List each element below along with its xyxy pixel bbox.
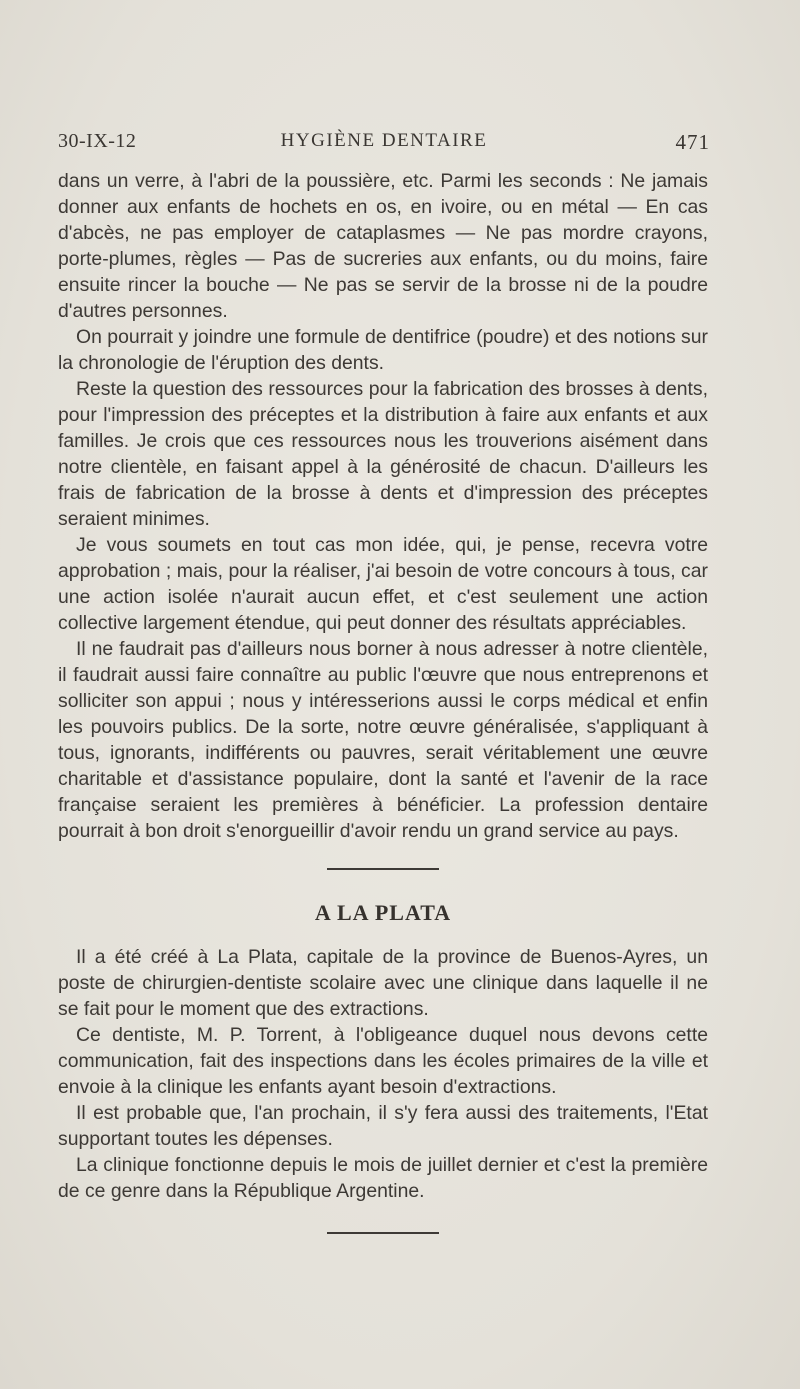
end-divider — [327, 1232, 439, 1234]
header-date: 30-IX-12 — [58, 130, 137, 152]
page-body — [58, 168, 708, 1234]
running-header — [58, 130, 710, 156]
header-title: HYGIÈNE DENTAIRE — [280, 130, 488, 151]
section-paragraph: Il est probable que, l'an prochain, il s'y fera aussi des traitements, l'Etat supportant toutes les dépenses. — [58, 1102, 708, 1150]
page-number: 471 — [675, 130, 710, 154]
paragraph-continuation: dans un verre, à l'abri de la poussière, etc. Parmi les seconds : Ne jamais donner aux enfants de hochets en os, en ivoire, ou en métal — En cas d'abcès, ne pas employer de cataplasmes — Ne pas mordre crayons, porte-plumes, règles — Pas de sucreries aux enfants, ou du moins, faire ensuite rincer la bouche — Ne pas se servir de la brosse ni de la poudre d'autres personnes. — [58, 170, 708, 322]
section-divider — [327, 868, 439, 870]
section-paragraph: La clinique fonctionne depuis le mois de juillet dernier et c'est la première de ce genre dans la République Argentine. — [58, 1154, 708, 1202]
paragraph-public: Il ne faudrait pas d'ailleurs nous borner à nous adresser à notre clientèle, il faudrait aussi faire connaître au public l'œuvre que nous entreprenons et solliciter son appui ; nous y intéresserions aussi le corps médical et enfin les pouvoirs publics. De la sorte, notre œuvre généralisée, s'appliquant à tous, ignorants, indifférents ou pauvres, serait véritablement une œuvre charitable et d'assistance populaire, dont la santé et l'avenir de la race française seraient les premières à bénéficier. La profession dentaire pourrait à bon droit s'enorgueillir d'avoir rendu un grand service au pays. — [58, 638, 708, 842]
paragraph-proposal: Je vous soumets en tout cas mon idée, qui, je pense, recevra votre approbation ; mais, pour la réaliser, j'ai besoin de votre concours à tous, car une action isolée n'aurait aucun effet, et c'est seulement une action collective largement étendue, qui peut donner des résultats appréciables. — [58, 534, 708, 634]
section-title: A LA PLATA — [314, 900, 452, 925]
section-paragraph: Ce dentiste, M. P. Torrent, à l'obligeance duquel nous devons cette communication, fait des inspections dans les écoles primaires de la ville et envoie à la clinique les enfants ayant besoin d'extractions. — [58, 1024, 708, 1098]
paragraph-resources: Reste la question des ressources pour la fabrication des brosses à dents, pour l'impression des préceptes et la distribution à faire aux enfants et aux familles. Je crois que ces ressources nous les trouverions aisément dans notre clientèle, en faisant appel à la générosité de chacun. D'ailleurs les frais de fabrication de la brosse à dents et d'impression des préceptes seraient minimes. — [58, 378, 708, 530]
paragraph-dentifrice: On pourrait y joindre une formule de dentifrice (poudre) et des notions sur la chronologie de l'éruption des dents. — [58, 326, 708, 374]
section-paragraph: Il a été créé à La Plata, capitale de la province de Buenos-Ayres, un poste de chirurgien-dentiste scolaire avec une clinique dans laquelle il ne se fait pour le moment que des extractions. — [58, 946, 708, 1020]
